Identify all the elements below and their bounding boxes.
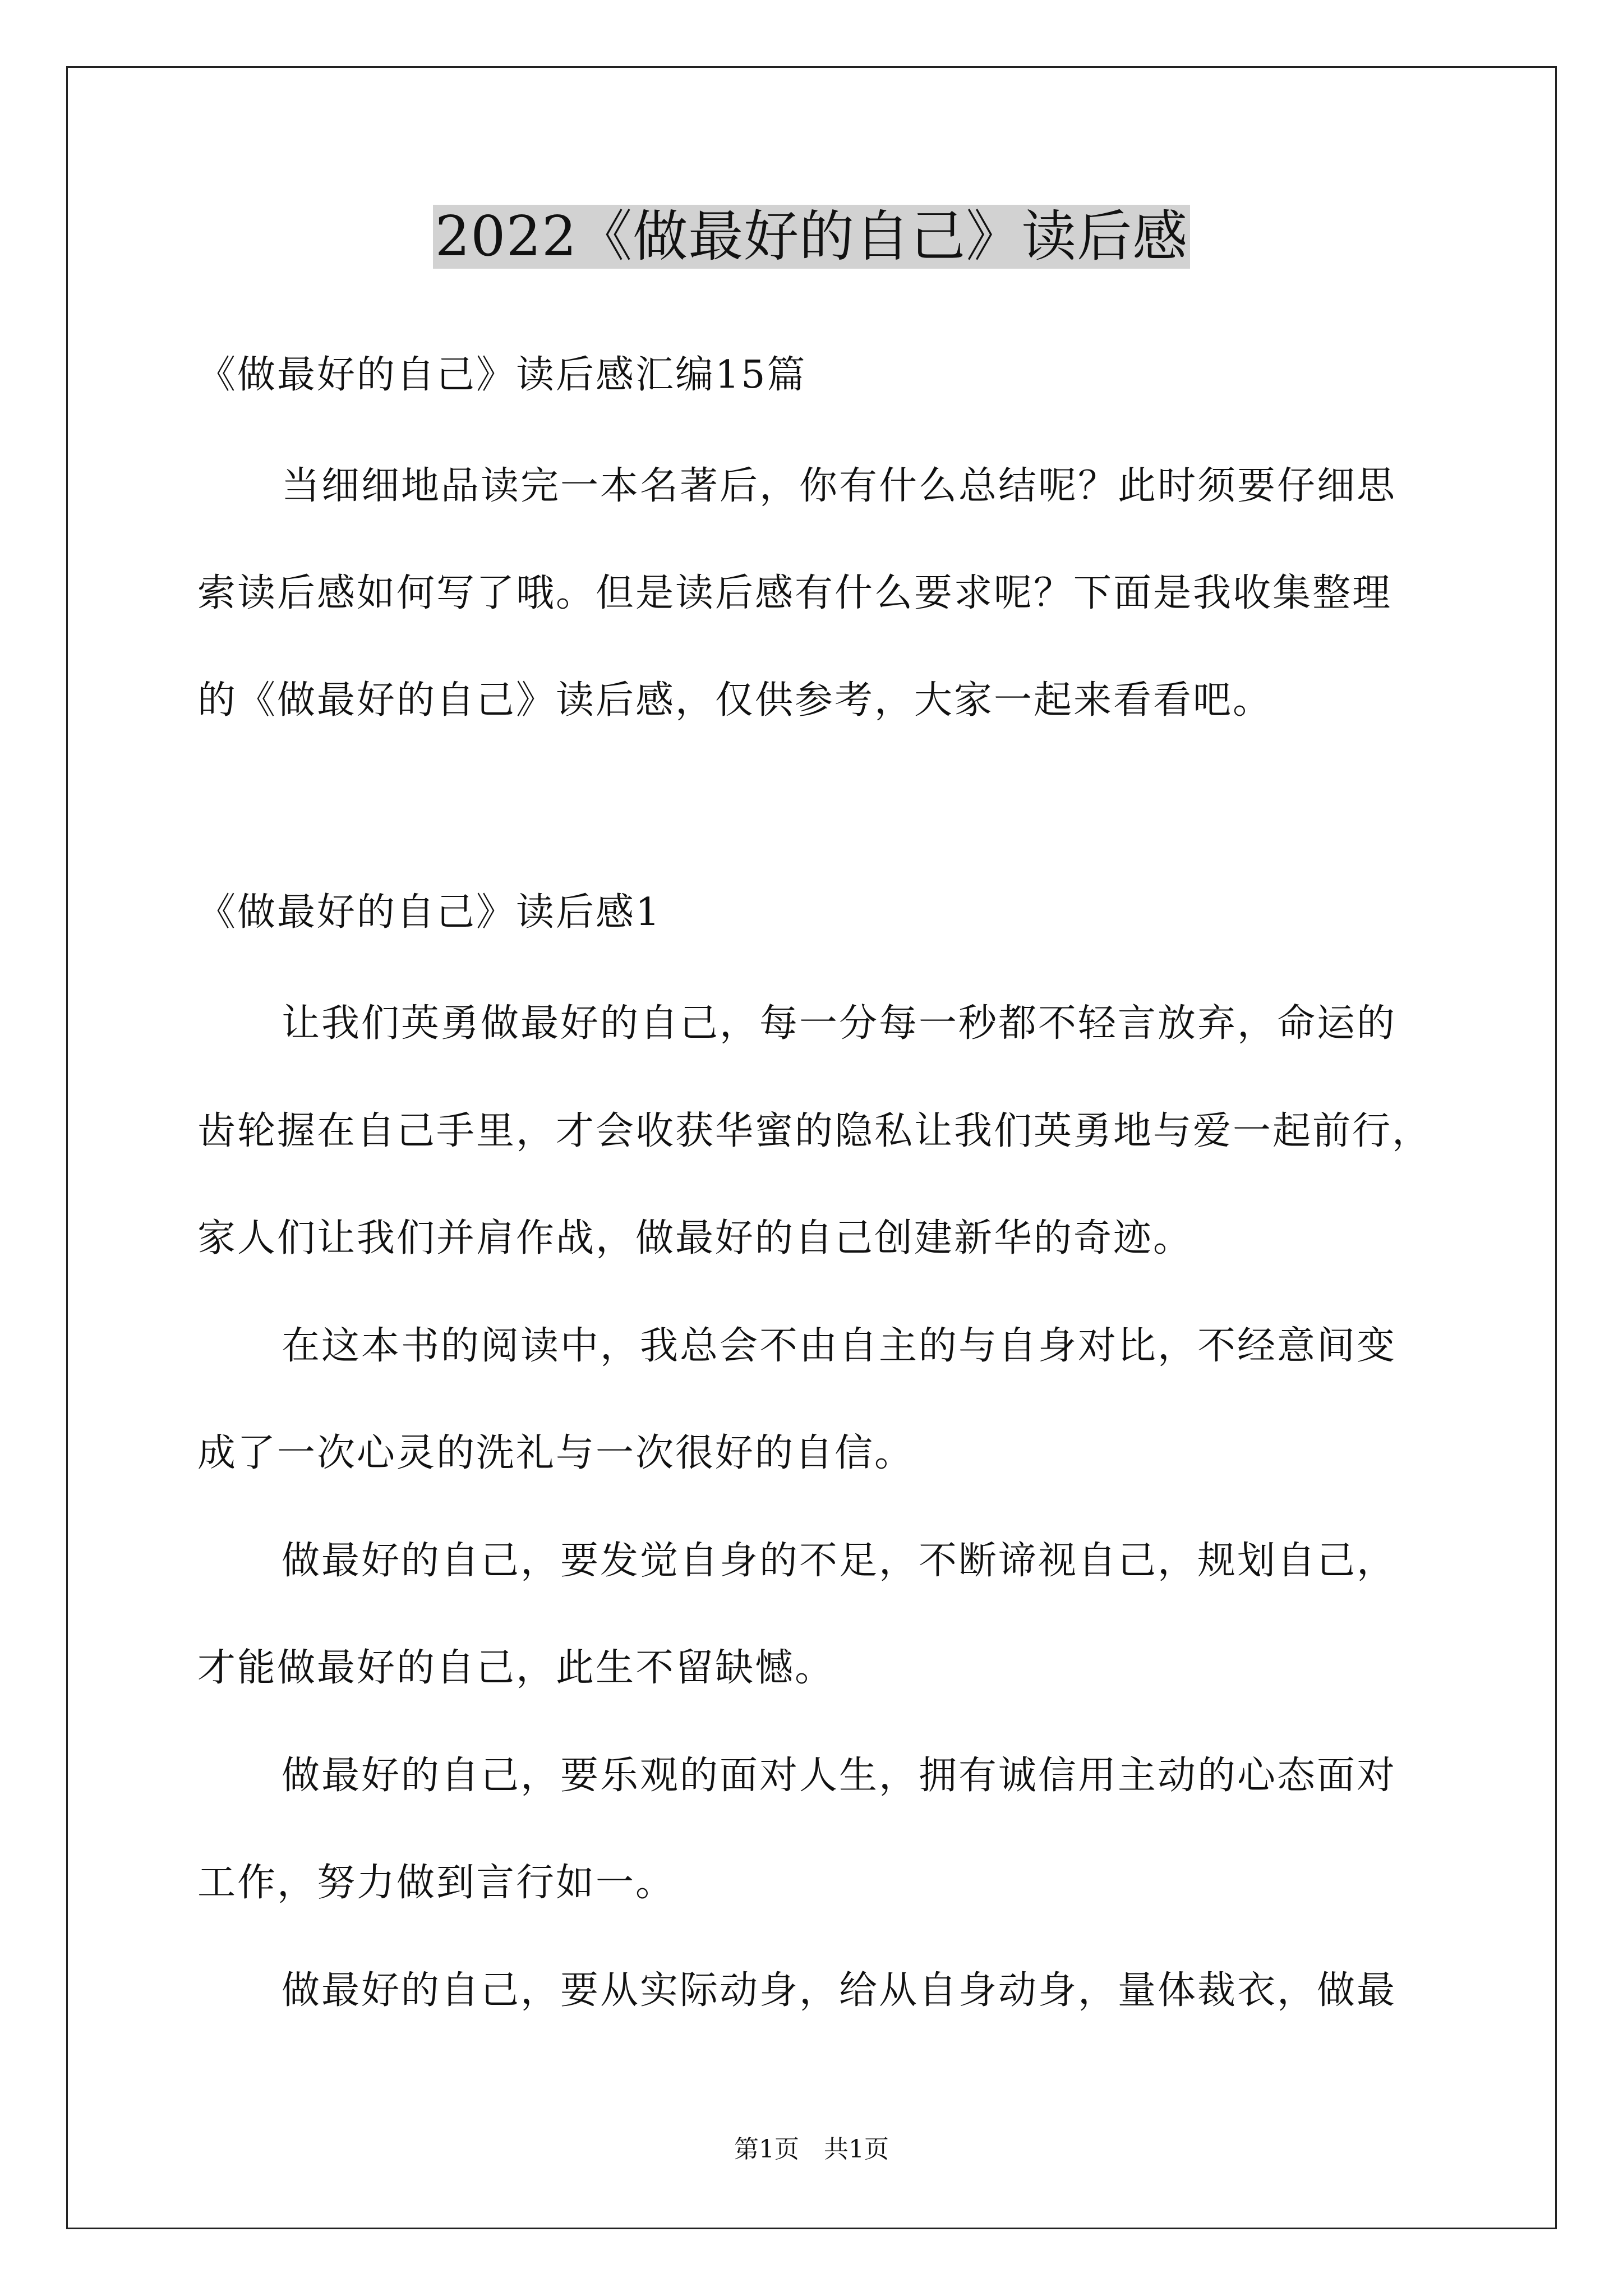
document-subtitle: 《做最好的自己》读后感汇编15篇	[197, 353, 807, 397]
intro-line-3: 的《做最好的自己》读后感，仅供参考，大家一起来看看吧。	[197, 678, 1273, 723]
body-line-9: 工作，努力做到言行如一。	[197, 1861, 676, 1905]
body-line-10: 做最好的自己，要从实际动身，给从自身动身，量体裁衣，做最	[282, 1968, 1397, 2013]
body-line-2: 齿轮握在自己手里，才会收获华蜜的隐私让我们英勇地与爱一起前行，	[197, 1109, 1432, 1153]
section-heading: 《做最好的自己》读后感1	[197, 890, 662, 935]
intro-line-1: 当细细地品读完一本名著后，你有什么总结呢？此时须要仔细思	[282, 464, 1397, 508]
body-line-4: 在这本书的阅读中，我总会不由自主的与自身对比，不经意间变	[282, 1324, 1397, 1368]
page-footer: 第1页 共1页	[734, 2135, 889, 2164]
body-line-5: 成了一次心灵的洗礼与一次很好的自信。	[197, 1431, 915, 1475]
body-line-1: 让我们英勇做最好的自己，每一分每一秒都不轻言放弃，命运的	[282, 1001, 1397, 1046]
document-title	[0, 197, 1623, 276]
body-line-3: 家人们让我们并肩作战，做最好的自己创建新华的奇迹。	[197, 1216, 1193, 1260]
intro-line-2: 索读后感如何写了哦。但是读后感有什么要求呢？下面是我收集整理	[197, 571, 1393, 615]
body-line-6: 做最好的自己，要发觉自身的不足，不断谛视自己，规划自己，	[282, 1539, 1397, 1583]
body-line-8: 做最好的自己，要乐观的面对人生，拥有诚信用主动的心态面对	[282, 1754, 1397, 1798]
body-line-7: 才能做最好的自己，此生不留缺憾。	[197, 1646, 835, 1690]
document-title-text: 2022《做最好的自己》读后感	[433, 205, 1190, 269]
